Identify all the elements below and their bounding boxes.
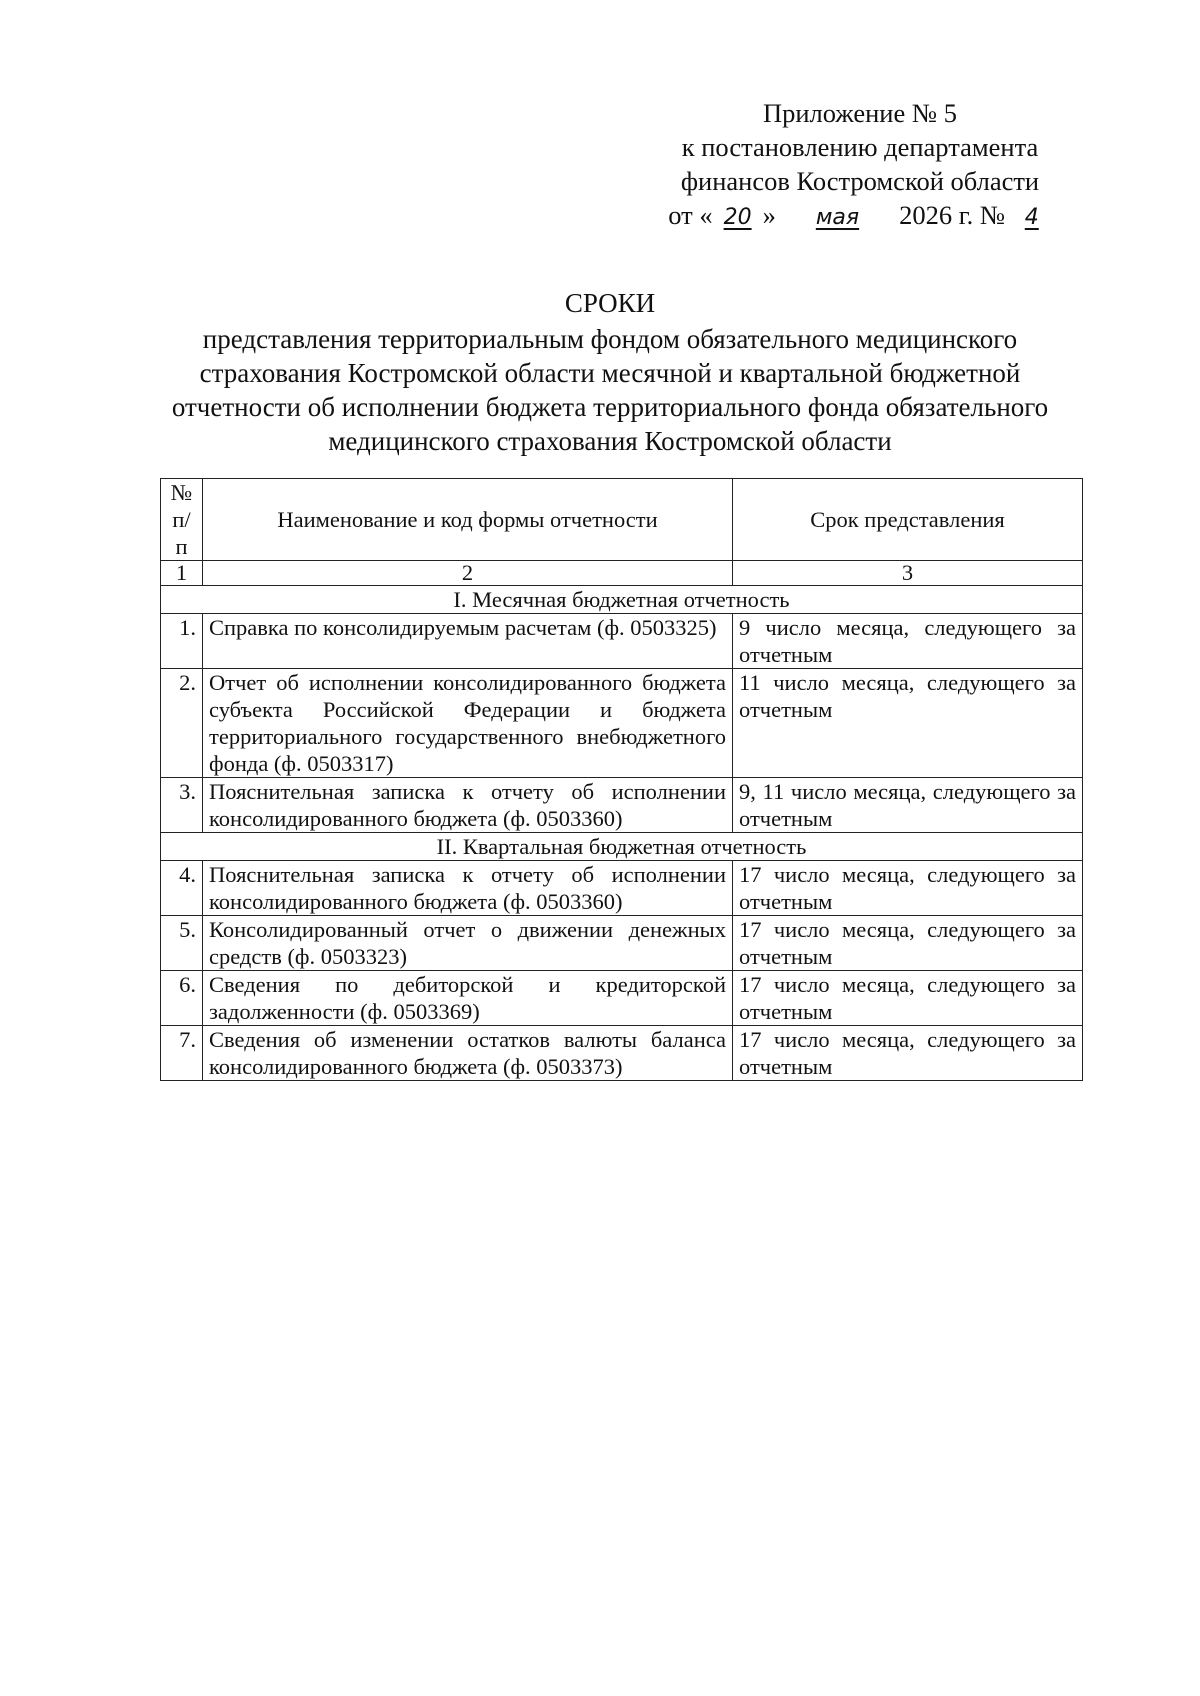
form-name: Сведения об изменении остатков валюты баланса консолидированного бюджета (ф. 0503373): [203, 1026, 733, 1081]
section-title: I. Месячная бюджетная отчетность: [161, 586, 1083, 614]
index-cell-1: 1: [161, 561, 203, 586]
row-number: 2.: [161, 669, 203, 778]
title-main: СРОКИ: [564, 288, 656, 318]
table-index-row: [161, 561, 1083, 586]
date-prefix: от «: [668, 200, 713, 230]
header-name: Наименование и код формы отчетности: [203, 479, 733, 561]
appendix-decree-line: к постановлению департамента: [681, 132, 1039, 162]
form-name: Пояснительная записка к отчету об исполнении консолидированного бюджета (ф. 0503360): [203, 778, 733, 833]
deadline: 17 число месяца, следующего за отчетным: [733, 971, 1083, 1026]
appendix-date-line: [640, 198, 1080, 235]
table-row: [161, 861, 1083, 916]
handwritten-number: 4: [1024, 205, 1039, 230]
deadline: 9, 11 число месяца, следующего за отчетным: [733, 778, 1083, 833]
form-name: Консолидированный отчет о движении денежных средств (ф. 0503323): [203, 916, 733, 971]
date-mid: »: [762, 200, 783, 230]
document-title: [150, 286, 1070, 458]
deadlines-table: [160, 478, 1083, 1081]
form-name: Сведения по дебиторской и кредиторской задолженности (ф. 0503369): [203, 971, 733, 1026]
table-row: [161, 778, 1083, 833]
deadline: 9 число месяца, следующего за отчетным: [733, 614, 1083, 669]
section-row-quarterly: [161, 833, 1083, 861]
title-subtitle: представления территориальным фондом обязательного медицинского страхования Костромской области месячной и квартальной бюджетной отчетности об исполнении бюджета территориального фонда обязательного медицинского страхования Костромской области: [171, 324, 1049, 456]
deadline: 17 число месяца, следующего за отчетным: [733, 916, 1083, 971]
table-row: [161, 669, 1083, 778]
row-number: 5.: [161, 916, 203, 971]
index-cell-2: 2: [203, 561, 733, 586]
deadline: 11 число месяца, следующего за отчетным: [733, 669, 1083, 778]
section-row-monthly: [161, 586, 1083, 614]
row-number: 3.: [161, 778, 203, 833]
form-name: Справка по консолидируемым расчетам (ф. 0503325): [203, 614, 733, 669]
appendix-department-line: финансов Костромской области: [680, 166, 1040, 196]
row-number: 7.: [161, 1026, 203, 1081]
table-row: [161, 971, 1083, 1026]
index-cell-3: 3: [733, 561, 1083, 586]
form-name: Отчет об исполнении консолидированного бюджета субъекта Российской Федерации и бюджета территориального государственного внебюджетного фонда (ф. 0503317): [203, 669, 733, 778]
row-number: 6.: [161, 971, 203, 1026]
header-term: Срок представления: [733, 479, 1083, 561]
table-row: [161, 916, 1083, 971]
appendix-header: [640, 96, 1080, 235]
form-name: Пояснительная записка к отчету об исполнении консолидированного бюджета (ф. 0503360): [203, 861, 733, 916]
handwritten-day: 20: [723, 205, 752, 230]
header-num: № п/п: [161, 479, 203, 561]
row-number: 4.: [161, 861, 203, 916]
row-number: 1.: [161, 614, 203, 669]
section-title: II. Квартальная бюджетная отчетность: [161, 833, 1083, 861]
table-header-row: [161, 479, 1083, 561]
appendix-title: Приложение № 5: [762, 98, 957, 128]
handwritten-month: мая: [815, 205, 860, 230]
deadline: 17 число месяца, следующего за отчетным: [733, 1026, 1083, 1081]
table-row: [161, 614, 1083, 669]
table-row: [161, 1026, 1083, 1081]
deadline: 17 число месяца, следующего за отчетным: [733, 861, 1083, 916]
date-year: 2026 г. №: [892, 200, 1012, 230]
